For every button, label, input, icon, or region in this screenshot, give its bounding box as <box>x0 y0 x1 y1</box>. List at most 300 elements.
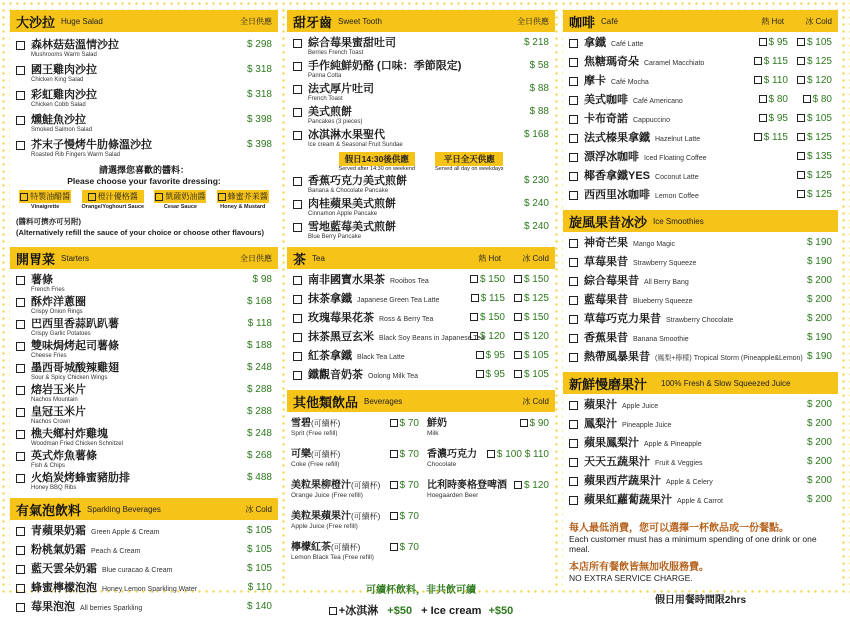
menu-item <box>287 59 555 80</box>
item-name: 火焰炭烤蜂蜜豬肋排 <box>31 472 130 484</box>
item-name: 綜合莓果蜜甜吐司 <box>308 37 396 49</box>
item-checkbox[interactable] <box>293 352 302 361</box>
item-checkbox[interactable] <box>293 333 302 342</box>
menu-item <box>287 197 555 218</box>
sweet-title-en: Sweet Tooth <box>338 16 382 26</box>
item-price-hot-value: $ 115 <box>763 56 788 67</box>
item-price-cold <box>514 331 549 342</box>
item-name: 椰香拿鐵YES Coconut Latte <box>584 170 699 182</box>
item-price-cold <box>797 189 832 200</box>
cold-checkbox[interactable] <box>797 38 805 46</box>
item-price-hot <box>470 312 505 323</box>
item-name-en: Banana & Chocolate Pancake <box>308 188 389 194</box>
refill-note: 可續杯飲料，非共飲可續 <box>366 585 476 596</box>
item-name: 彩虹雞肉沙拉 <box>31 89 97 101</box>
item-name-en: Chicken King Salad <box>31 77 84 83</box>
item-checkbox[interactable] <box>16 141 25 150</box>
item-checkbox[interactable] <box>569 77 578 86</box>
beverage-price <box>390 511 419 522</box>
cold-checkbox[interactable] <box>797 152 805 160</box>
smoothies-header <box>563 210 838 232</box>
beverage-checkbox[interactable] <box>390 481 398 489</box>
juice-header <box>563 372 838 394</box>
item-checkbox[interactable] <box>569 153 578 162</box>
item-price: $ 58 <box>529 60 549 71</box>
cold-checkbox[interactable] <box>797 133 805 141</box>
hot-checkbox[interactable] <box>754 57 762 65</box>
item-name-en: Café Mocha <box>611 79 649 86</box>
item-name: 熱帶風暴果昔 (鳳梨+檸檬) Tropical Storm (Pineapple&Lemon) <box>584 351 803 363</box>
dressing-option <box>82 190 145 210</box>
item-name: 巴西里香蒜趴趴薯 <box>31 318 119 330</box>
ice-cream-checkbox[interactable] <box>329 607 337 615</box>
starters-availability: 全日供應 <box>240 253 272 263</box>
item-checkbox[interactable] <box>569 115 578 124</box>
item-price-hot-value: $ 115 <box>480 293 505 304</box>
item-price: $ 200 <box>806 275 832 286</box>
item-text <box>584 350 803 366</box>
item-checkbox[interactable] <box>16 116 25 125</box>
item-name-en: Mushrooms Warm Salad <box>31 52 97 58</box>
item-name: 美式咖啡 Café Americano <box>584 94 683 106</box>
dressing-option-label <box>19 190 71 203</box>
item-name: 粉桃氣奶霜 Peach & Cream <box>31 544 141 556</box>
item-price-hot-value: $ 95 <box>485 350 505 361</box>
promo-label: 平日全天供應 <box>435 152 503 166</box>
item-checkbox[interactable] <box>16 66 25 75</box>
item-checkbox[interactable] <box>16 320 25 329</box>
dressing-checkbox[interactable] <box>155 193 163 201</box>
beverage-checkbox[interactable] <box>487 450 495 458</box>
item-price-cold-value: $ 105 <box>523 369 549 380</box>
item-name: 鳳梨汁 Pineapple Juice <box>584 418 672 430</box>
ice-cream-addon-en: + Ice cream <box>421 605 482 617</box>
menu-item <box>287 174 555 195</box>
menu-item <box>10 471 278 492</box>
menu-item <box>563 236 838 252</box>
item-name: 法式榛果拿鐵 Hazelnut Latte <box>584 132 701 144</box>
item-price: $ 200 <box>806 294 832 305</box>
beverage-checkbox[interactable] <box>390 543 398 551</box>
dressing-option-en: Vinaigrette <box>31 204 60 210</box>
item-checkbox[interactable] <box>293 62 302 71</box>
item-price: $ 110 <box>247 582 272 593</box>
menu-item <box>10 581 278 597</box>
starters-list <box>10 273 278 492</box>
menu-item <box>287 330 555 346</box>
menu-item <box>287 311 555 327</box>
promo-tag <box>435 152 503 172</box>
item-price-cold-value: $ 150 <box>523 274 549 285</box>
item-price-hot <box>470 274 505 285</box>
item-name: 紅茶拿鐵 Black Tea Latte <box>308 350 405 362</box>
item-name: 蘋果西芹蔬果汁 Apple & Celery <box>584 475 713 487</box>
item-price-hot-value: $ 150 <box>479 312 505 323</box>
beverage-name-en: Coke (Free refill) <box>291 461 340 468</box>
item-name-en: Berries French Toast <box>308 50 364 56</box>
hot-checkbox[interactable] <box>470 275 478 283</box>
item-checkbox[interactable] <box>16 41 25 50</box>
item-name-en: Nachos Crown <box>31 419 71 425</box>
cafe-hot-label: 熱 Hot <box>761 16 784 26</box>
item-checkbox[interactable] <box>16 408 25 417</box>
dining-time-limit: 假日用餐時間限2hrs <box>654 595 747 606</box>
beverages-title-en: Beverages <box>364 396 403 406</box>
item-name-en: Woodman Fried Chicken Schnitzel <box>31 441 123 447</box>
item-name: 薯條 <box>31 274 53 286</box>
item-price-cold-value: $ 150 <box>523 312 549 323</box>
item-text <box>31 361 119 382</box>
item-checkbox[interactable] <box>16 565 25 574</box>
tea-list <box>287 273 555 384</box>
item-text <box>308 273 429 289</box>
item-checkbox[interactable] <box>569 401 578 410</box>
dressing-option <box>154 190 206 210</box>
item-price-cold-value: $ 120 <box>523 331 549 342</box>
cold-checkbox[interactable] <box>514 313 522 321</box>
beverage-checkbox[interactable] <box>390 450 398 458</box>
item-checkbox[interactable] <box>569 496 578 505</box>
item-name: 法式厚片吐司 <box>308 83 374 95</box>
hot-checkbox[interactable] <box>470 332 478 340</box>
beverages-cold-label: 冰 Cold <box>522 396 549 406</box>
juice-title-en: 100% Fresh & Slow Squeezed Juice <box>661 378 791 388</box>
item-text <box>308 82 374 103</box>
salad-availability: 全日供應 <box>240 16 272 26</box>
item-checkbox[interactable] <box>16 386 25 395</box>
item-checkbox[interactable] <box>293 200 302 209</box>
item-checkbox[interactable] <box>293 177 302 186</box>
menu-item <box>10 405 278 426</box>
beverage-item <box>291 418 421 449</box>
item-price: $ 190 <box>806 351 832 362</box>
item-text <box>31 339 119 360</box>
item-checkbox[interactable] <box>569 172 578 181</box>
item-checkbox[interactable] <box>569 315 578 324</box>
item-price-cold-value: $ 135 <box>806 151 832 162</box>
sparkling-cold-label: 冰 Cold <box>245 504 272 514</box>
item-name: 手作純鮮奶酪 (口味：季節限定) <box>308 60 462 72</box>
hot-checkbox[interactable] <box>759 95 767 103</box>
menu-item <box>563 398 838 414</box>
item-price: $ 488 <box>246 472 272 483</box>
item-price: $ 248 <box>246 428 272 439</box>
item-name: 肉桂蘋果美式煎餅 <box>308 198 396 210</box>
item-checkbox[interactable] <box>569 458 578 467</box>
item-text <box>584 150 707 166</box>
item-checkbox[interactable] <box>569 39 578 48</box>
beverage-price <box>520 418 549 429</box>
item-checkbox[interactable] <box>16 298 25 307</box>
dressing-checkbox[interactable] <box>20 193 28 201</box>
item-text <box>31 427 123 448</box>
cold-checkbox[interactable] <box>797 57 805 65</box>
salad-title-en: Huge Salad <box>61 16 103 26</box>
ice-cream-addon-zh: +冰淇淋 <box>338 605 379 617</box>
item-name-en: Fruit & Veggies <box>655 460 703 467</box>
item-checkbox[interactable] <box>16 276 25 285</box>
item-name: 草莓果昔 Strawberry Squeeze <box>584 256 697 268</box>
item-price-hot-value: $ 95 <box>768 113 788 124</box>
item-name: 南非國寶水果茶 Rooibos Tea <box>308 274 429 286</box>
free-refill-tag: (可續杯) <box>311 450 341 459</box>
item-checkbox[interactable] <box>569 58 578 67</box>
menu-item <box>287 105 555 126</box>
beverage-checkbox[interactable] <box>514 481 522 489</box>
item-text <box>308 220 396 241</box>
menu-item <box>287 292 555 308</box>
cold-checkbox[interactable] <box>514 332 522 340</box>
item-checkbox[interactable] <box>16 546 25 555</box>
cold-checkbox[interactable] <box>514 275 522 283</box>
item-checkbox[interactable] <box>569 258 578 267</box>
beverage-price-value: $ 70 <box>399 480 419 491</box>
item-name: 綜合莓果昔 All Berry Bang <box>584 275 689 287</box>
service-charge-en: NO EXTRA SERVICE CHARGE. <box>569 573 693 583</box>
item-checkbox[interactable] <box>293 85 302 94</box>
menu-item <box>10 543 278 559</box>
item-checkbox[interactable] <box>293 131 302 140</box>
item-price-cold <box>514 293 549 304</box>
menu-item <box>563 274 838 290</box>
beverage-name-zh: 雪碧 <box>291 418 311 429</box>
item-checkbox[interactable] <box>569 296 578 305</box>
beverage-item <box>291 449 421 480</box>
item-checkbox[interactable] <box>569 191 578 200</box>
hot-checkbox[interactable] <box>759 38 767 46</box>
hot-checkbox[interactable] <box>754 76 762 84</box>
item-text <box>584 455 702 471</box>
item-checkbox[interactable] <box>16 584 25 593</box>
dressing-checkbox[interactable] <box>88 193 96 201</box>
item-price-hot <box>754 56 788 67</box>
item-price-cold <box>797 56 832 67</box>
item-name: 樵夫鄉村炸雞塊 <box>31 428 108 440</box>
cold-checkbox[interactable] <box>797 171 805 179</box>
item-price: $ 288 <box>246 406 272 417</box>
item-name-en: Chicken Cobb Salad <box>31 102 86 108</box>
item-price-hot <box>476 369 505 380</box>
cold-checkbox[interactable] <box>803 95 811 103</box>
item-checkbox[interactable] <box>569 420 578 429</box>
hot-checkbox[interactable] <box>470 313 478 321</box>
item-price-cold-value: $ 125 <box>806 132 832 143</box>
beverage-name-en: Lemon Black Tea (Free refill) <box>291 554 374 561</box>
item-name: 拿鐵 Café Latte <box>584 37 644 49</box>
cold-checkbox[interactable] <box>514 370 522 378</box>
item-checkbox[interactable] <box>569 439 578 448</box>
salad-title: 大沙拉 <box>16 14 56 30</box>
item-checkbox[interactable] <box>569 239 578 248</box>
dressing-option <box>19 190 71 210</box>
item-price-hot <box>476 350 505 361</box>
cafe-cold-label: 冰 Cold <box>805 16 832 26</box>
tea-title-en: Tea <box>312 253 325 263</box>
item-checkbox[interactable] <box>569 477 578 486</box>
menu-item <box>10 138 278 159</box>
item-price: $ 268 <box>246 450 272 461</box>
item-checkbox[interactable] <box>569 96 578 105</box>
item-text <box>584 74 649 90</box>
item-price-hot <box>470 331 505 342</box>
item-price: $ 190 <box>806 256 832 267</box>
item-checkbox[interactable] <box>293 223 302 232</box>
item-checkbox[interactable] <box>16 342 25 351</box>
item-checkbox[interactable] <box>293 39 302 48</box>
menu-item <box>563 74 838 90</box>
item-checkbox[interactable] <box>16 452 25 461</box>
item-name-en: Honey BBQ Ribs <box>31 485 77 491</box>
menu-item <box>287 220 555 241</box>
dressing-option <box>217 190 269 210</box>
dressing-title-en: Please choose your favorite dressing: <box>67 176 221 186</box>
beverage-checkbox[interactable] <box>390 419 398 427</box>
beverages-header <box>287 390 555 412</box>
menu-item <box>10 63 278 84</box>
item-checkbox[interactable] <box>569 353 578 362</box>
menu-item <box>563 417 838 433</box>
item-checkbox[interactable] <box>16 364 25 373</box>
beverage-price <box>390 449 419 460</box>
hot-checkbox[interactable] <box>471 294 479 302</box>
menu-item <box>10 383 278 404</box>
cafe-title-en: Café <box>601 16 618 26</box>
juice-title: 新鮮慢磨果汁 <box>569 376 648 392</box>
menu-item <box>563 493 838 509</box>
item-name-en: Oolong Milk Tea <box>368 373 419 380</box>
menu-column-right <box>563 10 838 606</box>
item-checkbox[interactable] <box>16 474 25 483</box>
menu-item <box>287 368 555 384</box>
cold-checkbox[interactable] <box>514 351 522 359</box>
item-name: 芥末子慢烤牛肋條溫沙拉 <box>31 139 152 151</box>
menu-item <box>287 273 555 289</box>
item-text <box>308 311 433 327</box>
menu-item <box>563 455 838 471</box>
beverage-price <box>390 480 419 491</box>
item-price-hot-value: $ 120 <box>479 331 505 342</box>
hot-checkbox[interactable] <box>754 133 762 141</box>
beverage-name-zh: 鮮奶 <box>427 418 447 429</box>
cold-checkbox[interactable] <box>797 190 805 198</box>
menu-item <box>287 36 555 57</box>
item-name-en: Ice cream & Seasonal Fruit Sundae <box>308 142 403 148</box>
item-name: 皇冠玉米片 <box>31 406 86 418</box>
item-name: 抹茶拿鐵 Japanese Green Tea Latte <box>308 293 440 305</box>
item-price: $ 168 <box>246 296 272 307</box>
item-name: 藍莓果昔 Blueberry Squeeze <box>584 294 693 306</box>
item-name-en: All berries Sparkling <box>80 605 143 612</box>
hot-checkbox[interactable] <box>476 351 484 359</box>
menu-item <box>563 55 838 71</box>
cold-checkbox[interactable] <box>797 114 805 122</box>
item-text <box>308 292 439 308</box>
dressing-note: (醬料可擠亦可另附) <box>16 217 81 226</box>
item-price: $ 240 <box>523 198 549 209</box>
dressing-checkbox[interactable] <box>218 193 226 201</box>
starters-header <box>10 247 278 269</box>
item-price-hot <box>759 94 788 105</box>
item-name-en: Panna Cotta <box>308 73 342 79</box>
beverage-item <box>427 449 551 480</box>
item-name-en: Strawberry Squeeze <box>633 260 697 267</box>
item-price: $ 248 <box>246 362 272 373</box>
dressing-note-en: (Alternatively refill the sauce of your choice or choose other flavours) <box>16 228 264 237</box>
item-price-hot-value: $ 80 <box>768 94 788 105</box>
beverage-name-en: Sprit (Free refill) <box>291 430 338 437</box>
item-name: 雪地藍莓美式煎餅 <box>308 221 396 233</box>
item-name-en: Cheese Fries <box>31 353 67 359</box>
menu-item <box>10 449 278 470</box>
cold-checkbox[interactable] <box>514 294 522 302</box>
item-checkbox[interactable] <box>293 314 302 323</box>
item-name: 熔岩玉米片 <box>31 384 86 396</box>
juice-list <box>563 398 838 509</box>
item-checkbox[interactable] <box>293 371 302 380</box>
item-name-en: French Toast <box>308 96 343 102</box>
beverage-price-value: $ 120 <box>523 480 549 491</box>
item-checkbox[interactable] <box>293 295 302 304</box>
item-checkbox[interactable] <box>569 334 578 343</box>
service-charge-zh: 本店所有餐飲皆無加收服務費。 <box>569 562 709 573</box>
item-name-en: Pineapple Juice <box>622 422 672 429</box>
cold-checkbox[interactable] <box>797 76 805 84</box>
item-price: $ 190 <box>806 332 832 343</box>
beverage-checkbox[interactable] <box>520 419 528 427</box>
item-price-cold-value: $ 125 <box>523 293 549 304</box>
beverages-other-column <box>421 418 551 573</box>
item-price: $ 318 <box>246 89 272 100</box>
item-price: $ 140 <box>246 601 272 612</box>
hot-checkbox[interactable] <box>759 114 767 122</box>
beverage-checkbox[interactable] <box>390 512 398 520</box>
item-checkbox[interactable] <box>16 527 25 536</box>
item-checkbox[interactable] <box>293 276 302 285</box>
item-name-en: All Berry Bang <box>644 279 689 286</box>
sweet-list <box>287 36 555 149</box>
item-checkbox[interactable] <box>293 108 302 117</box>
item-name-en: Peach & Cream <box>91 548 141 555</box>
beverage-price-value: $ 70 <box>399 542 419 553</box>
item-price-cold <box>797 151 832 162</box>
item-price-hot-value: $ 95 <box>768 37 788 48</box>
item-text <box>584 236 675 252</box>
beverage-item <box>291 480 421 511</box>
item-checkbox[interactable] <box>569 134 578 143</box>
item-price: $ 105 <box>246 525 272 536</box>
item-name-en: Apple Juice <box>622 403 659 410</box>
item-checkbox[interactable] <box>569 277 578 286</box>
item-name: 青蘋果奶霜 Green Apple & Cream <box>31 525 160 537</box>
item-name-en: Rooibos Tea <box>390 278 429 285</box>
menu-item <box>563 293 838 309</box>
item-checkbox[interactable] <box>16 603 25 612</box>
item-price: $ 298 <box>246 39 272 50</box>
item-price-hot-value: $ 110 <box>763 75 788 86</box>
item-checkbox[interactable] <box>16 91 25 100</box>
dressing-option-label <box>154 190 206 203</box>
hot-checkbox[interactable] <box>476 370 484 378</box>
item-price: $ 200 <box>806 456 832 467</box>
item-text <box>31 383 86 404</box>
item-price-hot <box>759 113 788 124</box>
sparkling-title: 有氣泡飲料 <box>16 502 82 518</box>
item-checkbox[interactable] <box>16 430 25 439</box>
item-price-cold-value: $ 125 <box>806 56 832 67</box>
item-price: $ 105 <box>246 544 272 555</box>
menu-item <box>287 349 555 365</box>
beverage-name-en: Apple Juice (Free refill) <box>291 523 358 530</box>
